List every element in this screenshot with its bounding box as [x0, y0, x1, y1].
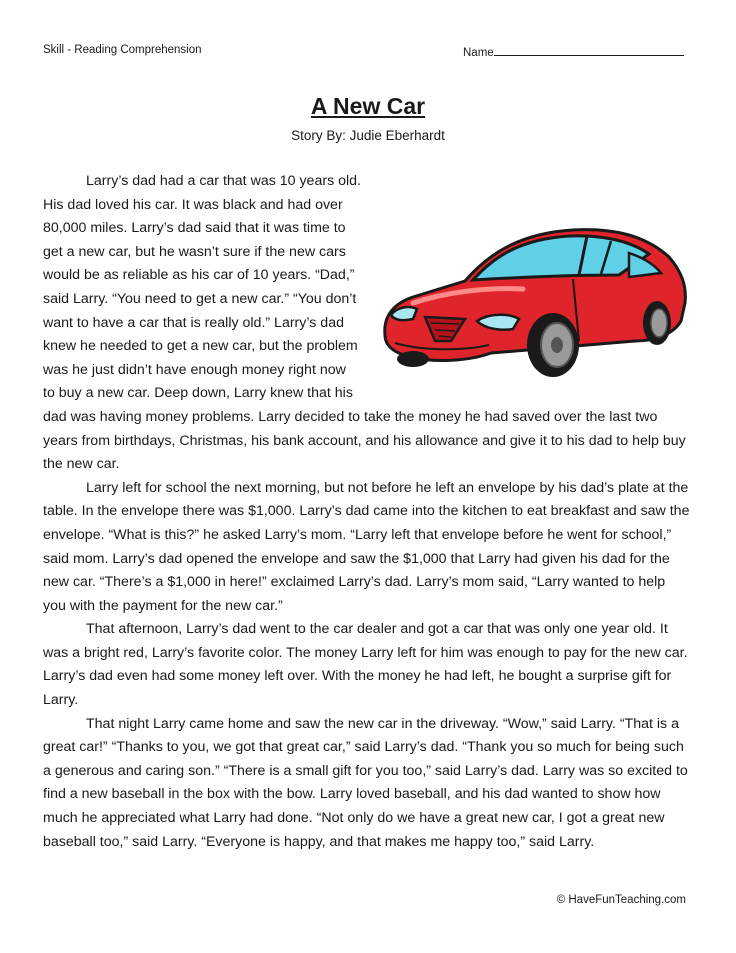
paragraph-3: That afternoon, Larry’s dad went to the car dealer and got a car that was only one year old. It was a bright red, Larry’s favorite color. The money Larry left for him was enough to pay for the new car. Larry’s dad even had some money left over. With the money he had left, he bought a surprise gift for Larry. — [43, 621, 688, 709]
name-blank-line[interactable] — [494, 44, 684, 56]
skill-label: Skill - Reading Comprehension — [43, 44, 202, 56]
paragraph-4: That night Larry came home and saw the new car in the driveway. “Wow,” said Larry. “That is a great car!” “Thanks to you, we got that great car,” said Larry’s dad. “Thank you so much for being such a generous and caring son.” “There is a small gift for you too,” said Larry’s dad. Larry was so excited to find a new baseball in the box with the bow. Larry loved baseball, and his dad wanted to show how much he appreciated what Larry had done. “Not only do we have a great new car, I got a great new baseball too,” said Larry. “Everyone is happy, and that makes me happy too,” said Larry. — [43, 715, 688, 850]
story-title: A New Car — [310, 93, 426, 119]
red-car-icon — [373, 217, 691, 402]
paragraph-2: Larry left for school the next morning, but not before he left an envelope by his dad’s plate at the table. In the envelope there was $1,000. Larry’s dad came into the kitchen to eat breakfast and saw the envelope. “What is this?” he asked Larry’s mom. “Larry left that envelope before he went for school,” said mom. Larry’s dad opened the envelope and saw the $1,000 that Larry had given his dad for the new car. “There’s a $1,000 in here!” exclaimed Larry’s dad. Larry’s mom said, “Larry wanted to help you with the payment for the new car.” — [43, 479, 690, 614]
paragraph-1: Larry’s dad had a car that was 10 years old. His dad loved his car. It was black and had over 80,000 miles. Larry’s dad said that it was time to get a new car, but he wasn’t sure if the new cars would be as reliable as his car of 10 years. “Dad,” said Larry. “You need to get a new car.” “You don’t want to have a car that is really old.” Larry’s dad knew he needed to get a new car, but the problem was he just didn’t have enough money right now to buy a new car. Deep down, Larry knew that his dad was having money problems. Larry decided to take the money he had saved over the last two years from birthdays, Christmas, his bank account, and his allowance and give it to his dad to help buy the new car. — [43, 173, 686, 473]
copyright-footer: © HaveFunTeaching.com — [556, 894, 686, 906]
name-label: Name — [463, 47, 494, 59]
name-field — [463, 44, 684, 59]
story-body — [43, 170, 691, 854]
story-byline: Story By: Judie Eberhardt — [291, 128, 445, 143]
